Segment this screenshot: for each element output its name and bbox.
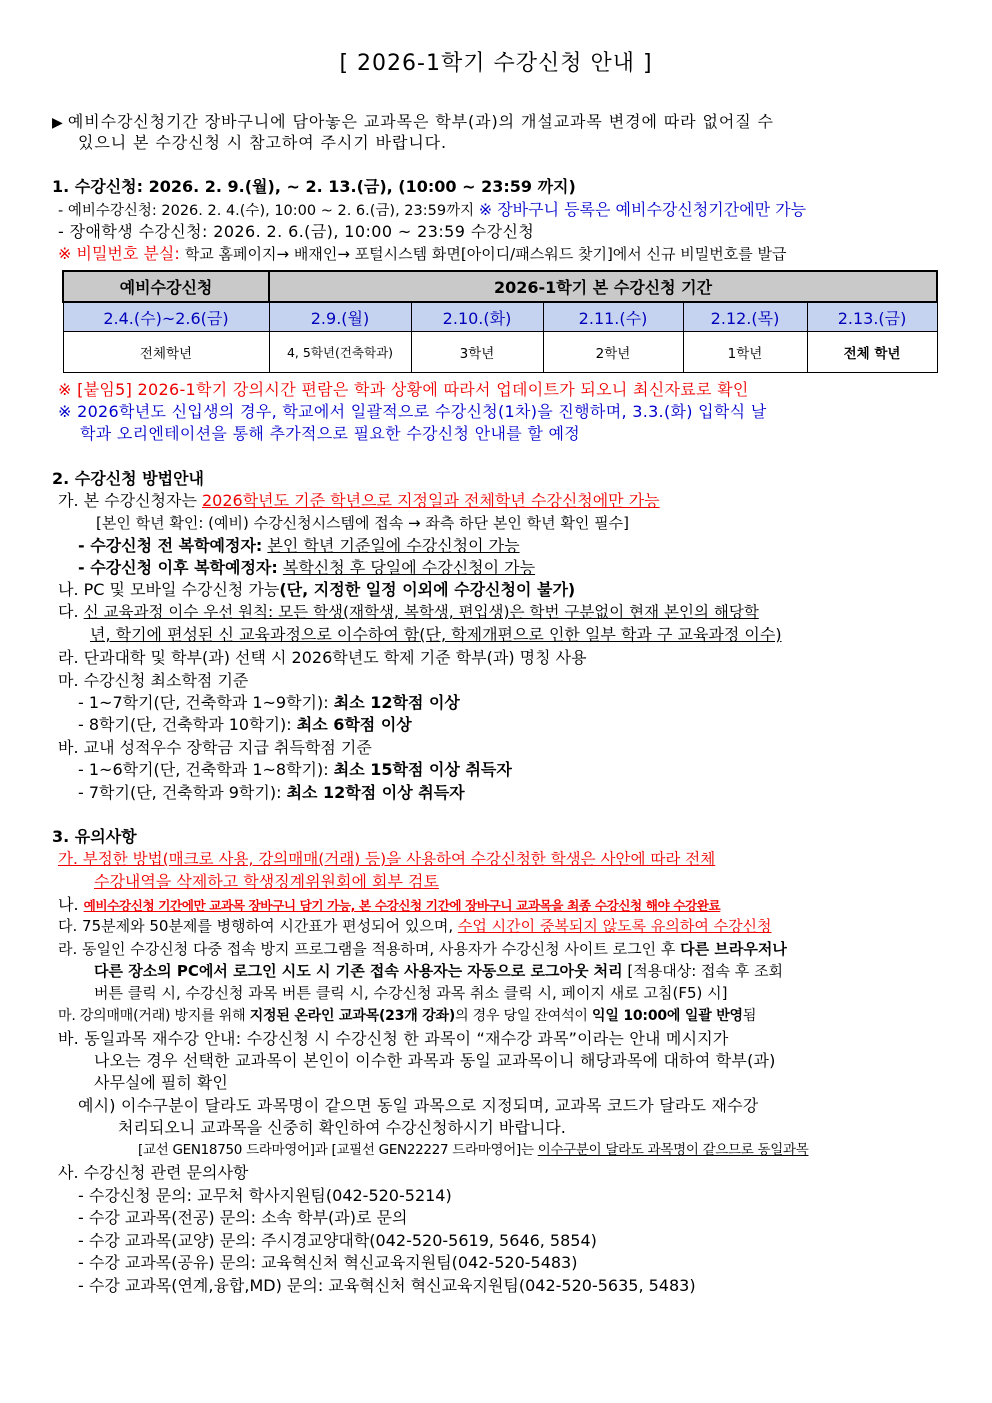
s3-ga-line-1: 가. 부정한 방법(매크로 사용, 강의매매(거래) 등)을 사용하여 수강신청한 학생은 사안에 따라 전체: [58, 850, 716, 868]
s2-ma2-label: - 8학기(단, 건축학과 10학기):: [78, 715, 292, 734]
s3-sa-line: 사. 수강신청 관련 문의사항: [58, 1163, 249, 1182]
contact-major: - 수강 교과목(전공) 문의: 소속 학부(과)로 문의: [78, 1208, 408, 1227]
s3-ma-bold-2: 익일 10:00에 일괄 반영: [592, 1008, 743, 1024]
schedule-grade: 1학년: [683, 332, 807, 373]
s2-ba2-value: 최소 12학점 이상 취득자: [286, 783, 465, 802]
s2-ba2-line: [78, 782, 465, 803]
schedule-date: 2.12.(목): [683, 302, 807, 332]
s3-na-line: [58, 894, 720, 916]
s3-na-text: 예비수강신청 기간에만 교과목 장바구니 담기 가능, 본 수강신청 기간에 장바구니 교과목을 최종 수강신청 해야 수강완료: [83, 898, 721, 913]
pre-registration-period: - 예비수강신청: 2026. 2. 4.(수), 10:00 ~ 2. 6.(금), 23:59까지: [58, 203, 475, 219]
s2-ga-line: [58, 490, 660, 511]
schedule-dates-row: [63, 302, 937, 332]
s2-na-text: 나. PC 및 모바일 수강신청 가능: [58, 580, 280, 599]
s3-ma-bold-1: 지정된 온라인 교과목(23개 강좌): [249, 1008, 456, 1024]
s3-example-line-3: [138, 1140, 809, 1161]
s2-ga-d2-label: - 수강신청 이후 복학예정자:: [78, 558, 278, 577]
password-label: ※ 비밀번호 분실:: [58, 244, 180, 263]
s3-ra-line-3: 버튼 클릭 시, 수강신청 과목 버튼 클릭 시, 수강신청 과목 취소 클릭 시, 페이지 새로 고침(F5) 시]: [94, 984, 728, 1002]
intro-text-1: 예비수강신청기간 장바구니에 담아놓은 교과목은 학부(과)의 개설교과목 변경에 따라 없어질 수: [67, 112, 774, 131]
triangle-bullet-icon: ▶: [52, 115, 63, 131]
s3-example-conclusion: 이수구분이 달라도 과목명이 같으므로 동일과목: [537, 1142, 809, 1158]
s2-ga-highlight: 2026학년도 기준 학년으로 지정일과 전체학년 수강신청에만 가능: [202, 491, 660, 510]
schedule-date: 2.4.(수)~2.6(금): [63, 302, 269, 332]
s2-ba1-line: [78, 759, 512, 780]
s3-ra-bold-1: 다른 브라우저나: [680, 940, 787, 958]
s2-da-line-2: [90, 624, 782, 645]
contact-linked: - 수강 교과목(연계,융합,MD) 문의: 교육혁신처 혁신교육지원팀(042-520-5635, 5483): [78, 1276, 696, 1295]
schedule-table: [62, 270, 938, 373]
section-1-heading: 1. 수강신청: 2026. 2. 9.(월), ~ 2. 13.(금), (10:00 ~ 23:59 까지): [52, 177, 576, 196]
s3-ga-line-2: 수강내역을 삭제하고 학생징계위원회에 회부 검토: [94, 872, 439, 891]
s3-example-line-1: 예시) 이수구분이 달라도 과목명이 같으면 동일 과목으로 지정되며, 교과목 코드가 달라도 재수강: [78, 1096, 759, 1115]
s2-ma2-value: 최소 6학점 이상: [296, 715, 412, 734]
schedule-grade: 전체학년: [63, 332, 269, 373]
s3-da-text: 다. 75분제와 50분제를 병행하여 시간표가 편성되어 있으며,: [58, 917, 454, 935]
note-timetable: ※ [붙임5] 2026-1학기 강의시간 편람은 학과 상황에 따라서 업데이트가 되오니 최신자료로 확인: [58, 380, 749, 399]
section-2-heading: 2. 수강신청 방법안내: [52, 469, 204, 488]
s2-ga-d1: [78, 535, 520, 556]
schedule-header-main: 2026-1학기 본 수강신청 기간: [269, 271, 937, 302]
schedule-date: 2.13.(금): [807, 302, 937, 332]
s3-ba-line-3: 사무실에 필히 확인: [94, 1073, 228, 1092]
schedule-header-row: [63, 271, 937, 302]
disabled-student-line: - 장애학생 수강신청: 2026. 2. 6.(금), 10:00 ~ 23:59 수강신청: [58, 222, 535, 241]
s2-ga-d1-text: 본인 학년 기준일에 수강신청이 가능: [267, 536, 520, 555]
s2-da-text-2: 년, 학기에 편성된 신 교육과정으로 이수하여 함: [90, 625, 420, 644]
s2-ma2-line: [78, 714, 412, 735]
section-3-heading: 3. 유의사항: [52, 827, 137, 846]
s2-da-text-3: (단, 학제개편으로 인한 일부 학과 구 교육과정 이수): [419, 625, 782, 644]
intro-line-1: [52, 111, 774, 134]
s3-ra-line-2: [94, 961, 783, 982]
intro-text-2: 있으니 본 수강신청 시 참고하여 주시기 바랍니다.: [78, 133, 448, 152]
schedule-header-pre: 예비수강신청: [63, 271, 269, 302]
page-title: [ 2026-1학기 수강신청 안내 ]: [339, 51, 653, 76]
s3-ra-bold-2: 다른 장소의 PC에서 로그인 시도 시 기존 접속 사용자는 자동으로 로그아웃 처리: [94, 962, 623, 980]
schedule-grade: 3학년: [411, 332, 543, 373]
schedule-grades-row: [63, 332, 937, 373]
s2-da-line-1: [58, 601, 759, 623]
schedule-grade: 전체 학년: [807, 332, 937, 373]
schedule-grade: 2학년: [543, 332, 683, 373]
schedule-grade: 4, 5학년(건축학과): [269, 332, 411, 373]
s3-example-line-2: 처리되오니 교과목을 신중히 확인하여 수강신청하시기 바랍니다.: [118, 1118, 566, 1137]
s3-ra-text-1: 라. 동일인 수강신청 다중 접속 방지 프로그램을 적용하며, 사용자가 수강신청 사이트 로그인 후: [58, 940, 676, 958]
s2-ga-sub: [본인 학년 확인: (예비) 수강신청시스템에 접속 → 좌측 하단 본인 학년 확인 필수]: [96, 514, 629, 532]
s2-da-label: 다.: [58, 602, 79, 621]
s2-ba2-label: - 7학기(단, 건축학과 9학기):: [78, 783, 282, 802]
s3-ba-line-2: 나오는 경우 선택한 교과목이 본인이 이수한 과목과 동일 교과목이니 해당과목에 대하여 학부(과): [94, 1051, 776, 1070]
s2-ma1-label: - 1~7학기(단, 건축학과 1~9학기):: [78, 693, 329, 712]
s3-ma-text-1: 마. 강의매매(거래) 방지를 위해: [58, 1008, 246, 1024]
s2-ma1-line: [78, 692, 460, 713]
pre-registration-line: [58, 199, 806, 222]
s3-ra-text-2: [적용대상: 접속 후 조회: [627, 962, 784, 980]
s2-ga-label: 가. 본 수강신청자는: [58, 491, 197, 510]
schedule-date: 2.11.(수): [543, 302, 683, 332]
contact-liberal-arts: - 수강 교과목(교양) 문의: 주시경교양대학(042-520-5619, 5646, 5854): [78, 1231, 597, 1250]
s3-example-courses: [교선 GEN18750 드라마영어]과 [교필선 GEN22227 드라마영어]는: [138, 1142, 534, 1158]
s2-ma-line: 마. 수강신청 최소학점 기준: [58, 671, 249, 690]
note-freshmen-1: ※ 2026학년도 신입생의 경우, 학교에서 일괄적으로 수강신청(1차)을 진행하며, 3.3.(화) 입학식 날: [58, 402, 767, 421]
password-text: 학교 홈페이지→ 배재인→ 포털시스템 화면[아이디/패스워드 찾기]에서 신규 비밀번호를 발급: [184, 245, 787, 263]
s3-da-line: [58, 916, 772, 937]
s2-ga-d2: [78, 557, 535, 578]
s3-ma-line: [58, 1006, 756, 1027]
s2-na-line: [58, 579, 575, 600]
contact-shared: - 수강 교과목(공유) 문의: 교육혁신처 혁신교육지원팀(042-520-5483): [78, 1253, 578, 1272]
s2-ba1-value: 최소 15학점 이상 취득자: [333, 760, 512, 779]
s3-na-label: 나.: [58, 895, 79, 914]
note-freshmen-2: 학과 오리엔테이션을 통해 추가적으로 필요한 수강신청 안내를 할 예정: [80, 424, 581, 443]
s2-ga-d2-text: 복학신청 후 당일에 수강신청이 가능: [282, 558, 536, 577]
cart-notice: ※ 장바구니 등록은 예비수강신청기간에만 가능: [478, 200, 807, 219]
schedule-date: 2.10.(화): [411, 302, 543, 332]
s3-ba-line-1: 바. 동일과목 재수강 안내: 수강신청 시 수강신청 한 과목이 “재수강 과목”이라는 안내 메시지가: [58, 1029, 729, 1048]
s2-ba-line: 바. 교내 성적우수 장학금 지급 취득학점 기준: [58, 738, 372, 757]
s2-da-text-1: 신 교육과정 이수 우선 원칙: 모든 학생(재학생, 복학생, 편입생)은 학번 구분없이 현재 본인의 해당학: [83, 603, 759, 621]
s3-ma-text-3: 됨: [742, 1008, 757, 1024]
s3-ra-line-1: [58, 939, 787, 960]
s2-na-bold: (단, 지정한 일정 이외에 수강신청이 불가): [279, 580, 576, 599]
s2-ga-d1-label: - 수강신청 전 복학예정자:: [78, 536, 263, 555]
s3-ma-text-2: 의 경우 당일 잔여석이: [455, 1008, 588, 1024]
s2-ba1-label: - 1~6학기(단, 건축학과 1~8학기):: [78, 760, 329, 779]
password-line: [58, 243, 787, 265]
contact-academic: - 수강신청 문의: 교무처 학사지원팀(042-520-5214): [78, 1186, 452, 1205]
s2-ma1-value: 최소 12학점 이상: [333, 693, 460, 712]
s2-ra-line: 라. 단과대학 및 학부(과) 선택 시 2026학년도 학제 기준 학부(과) 명칭 사용: [58, 648, 587, 667]
schedule-date: 2.9.(월): [269, 302, 411, 332]
s3-da-highlight: 수업 시간이 중복되지 않도록 유의하여 수강신청: [457, 917, 772, 935]
